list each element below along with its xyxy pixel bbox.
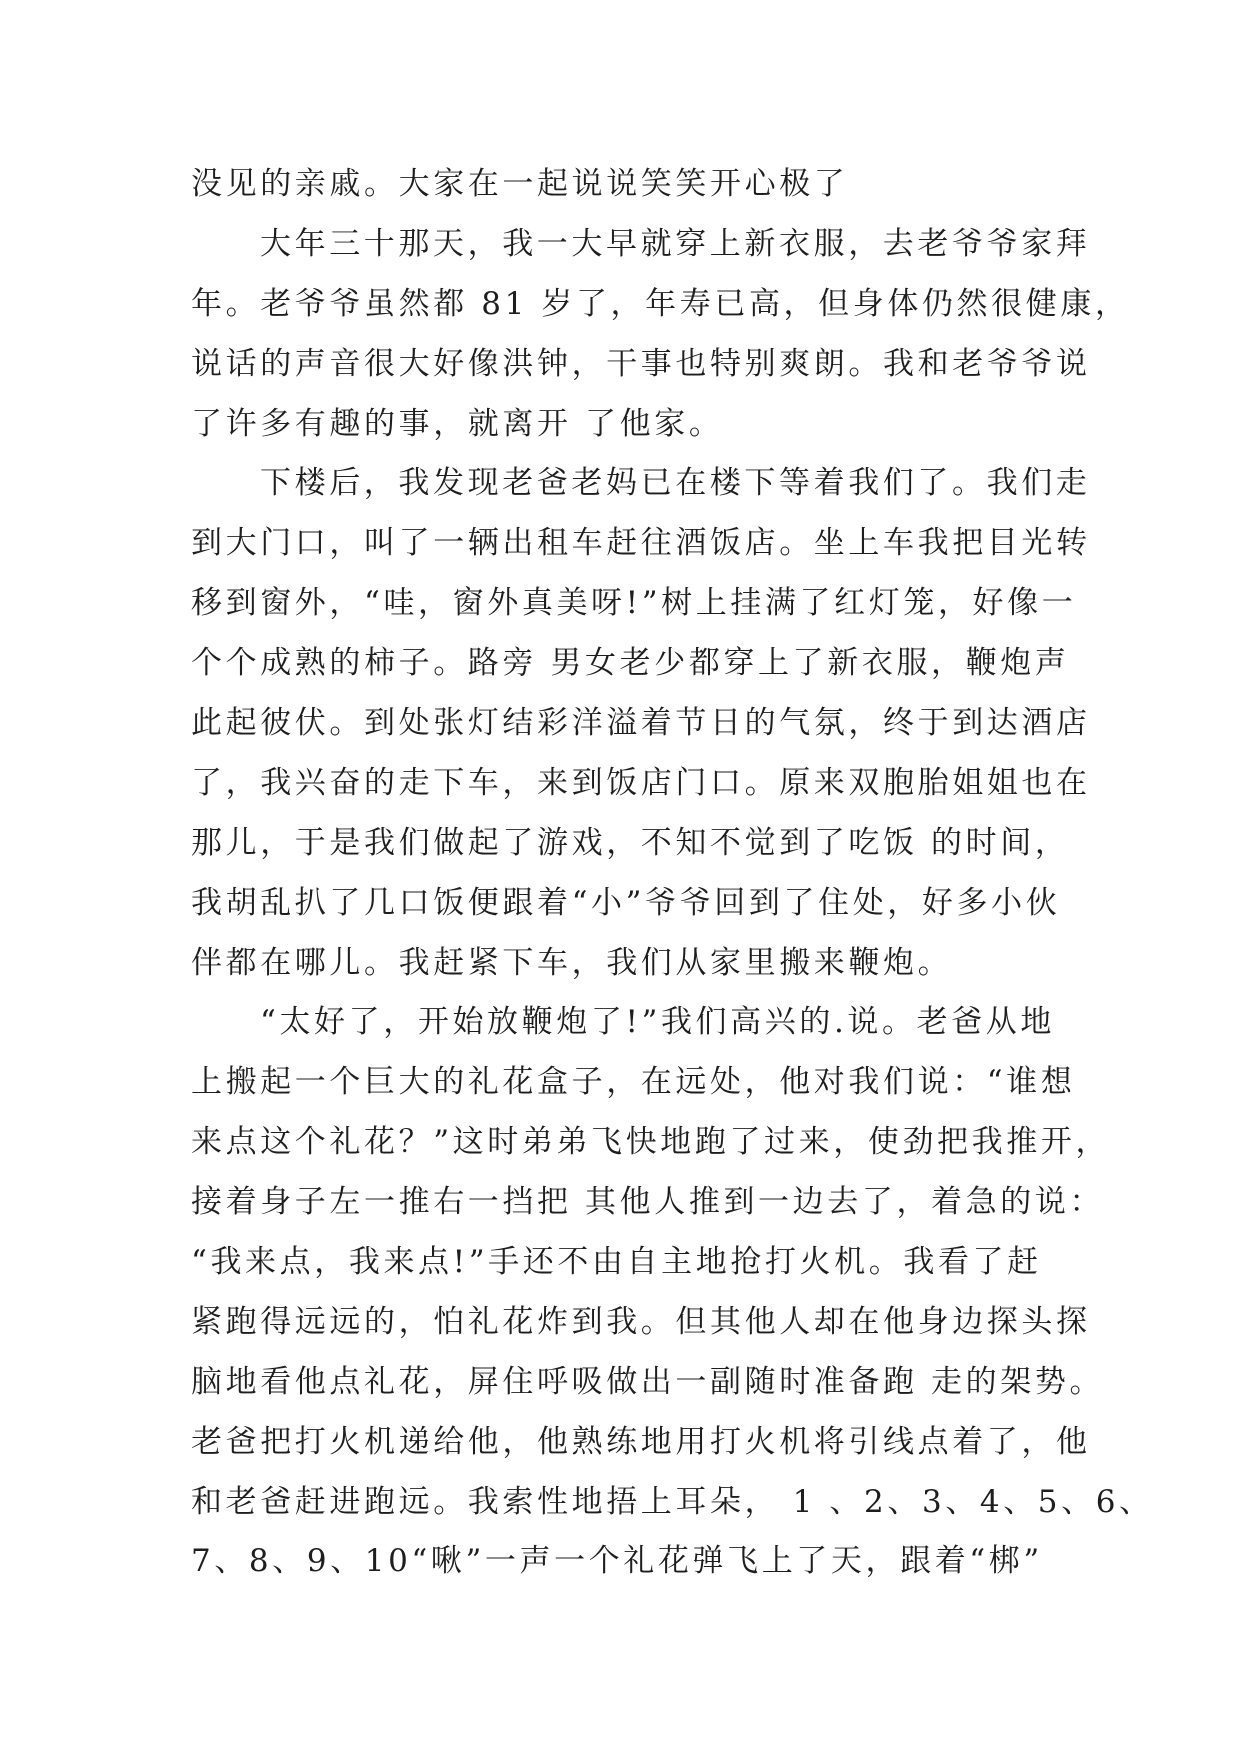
text-line: 到大门口，叫了一辆出租车赶往酒饭店。坐上车我把目光转	[191, 525, 1091, 562]
text-line: 7、8、9、10“啾”一声一个礼花弹飞上了天，跟着“梆”	[191, 1543, 1043, 1580]
paragraph	[191, 215, 1151, 455]
text-line: 下楼后，我发现老爸老妈已在楼下等着我们了。我们走	[260, 465, 1091, 502]
text-line: 了许多有趣的事，就离开 了他家。	[191, 405, 724, 442]
text-line: 和老爸赶进跑远。我索性地捂上耳朵， 1 、2、3、4、5、6、	[191, 1483, 1154, 1520]
text-line: 脑地看他点礼花，屏住呼吸做出一副随时准备跑 走的架势。	[191, 1363, 1105, 1400]
text-line: 来点这个礼花？”这时弟弟飞快地跑了过来，使劲把我推开，	[191, 1124, 1111, 1161]
paragraph	[191, 155, 1151, 215]
text-line: “我来点，我来点!”手还不由自主地抢打火机。我看了赶	[191, 1244, 1042, 1281]
text-line: 说话的声音很大好像洪钟，干事也特别爽朗。我和老爷爷说	[191, 345, 1091, 382]
paragraph	[191, 454, 1151, 993]
paragraph	[191, 993, 1154, 1592]
text-line: 此起彼伏。到处张灯结彩洋溢着节日的气氛，终于到达酒店	[191, 705, 1091, 742]
text-line: 接着身子左一推右一挡把 其他人推到一边去了，着急的说：	[191, 1184, 1105, 1221]
text-line: 老爸把打火机递给他，他熟练地用打火机将引线点着了，他	[191, 1423, 1091, 1460]
body-text	[191, 155, 1154, 1592]
text-line: 没见的亲戚。大家在一起说说笑笑开心极了	[191, 166, 849, 202]
text-line: 伴都在哪儿。我赶紧下车，我们从家里搬来鞭炮。	[191, 944, 953, 981]
text-line: 年。老爷爷虽然都 81 岁了，年寿已高，但身体仍然很健康，	[191, 285, 1130, 322]
text-line: 移到窗外，“哇，窗外真美呀!”树上挂满了红灯笼，好像一	[191, 585, 1077, 622]
text-line: 大年三十那天，我一大早就穿上新衣服，去老爷爷家拜	[260, 225, 1091, 262]
text-line: 个个成熟的柿子。路旁 男女老少都穿上了新衣服，鞭炮声	[191, 645, 1070, 682]
text-line: 紧跑得远远的，怕礼花炸到我。但其他人却在他身边探头探	[191, 1303, 1091, 1340]
text-line: 那儿，于是我们做起了游戏，不知不觉到了吃饭 的时间，	[191, 824, 1070, 861]
text-line: 上搬起一个巨大的礼花盒子，在远处，他对我们说：“谁想	[191, 1064, 1076, 1101]
text-line: “太好了，开始放鞭炮了!”我们高兴的.说。老爸从地	[260, 1004, 1056, 1041]
text-line: 我胡乱扒了几口饭便跟着“小”爷爷回到了住处，好多小伙	[191, 884, 1061, 921]
text-line: 了，我兴奋的走下车，来到饭店门口。原来双胞胎姐姐也在	[191, 764, 1091, 801]
